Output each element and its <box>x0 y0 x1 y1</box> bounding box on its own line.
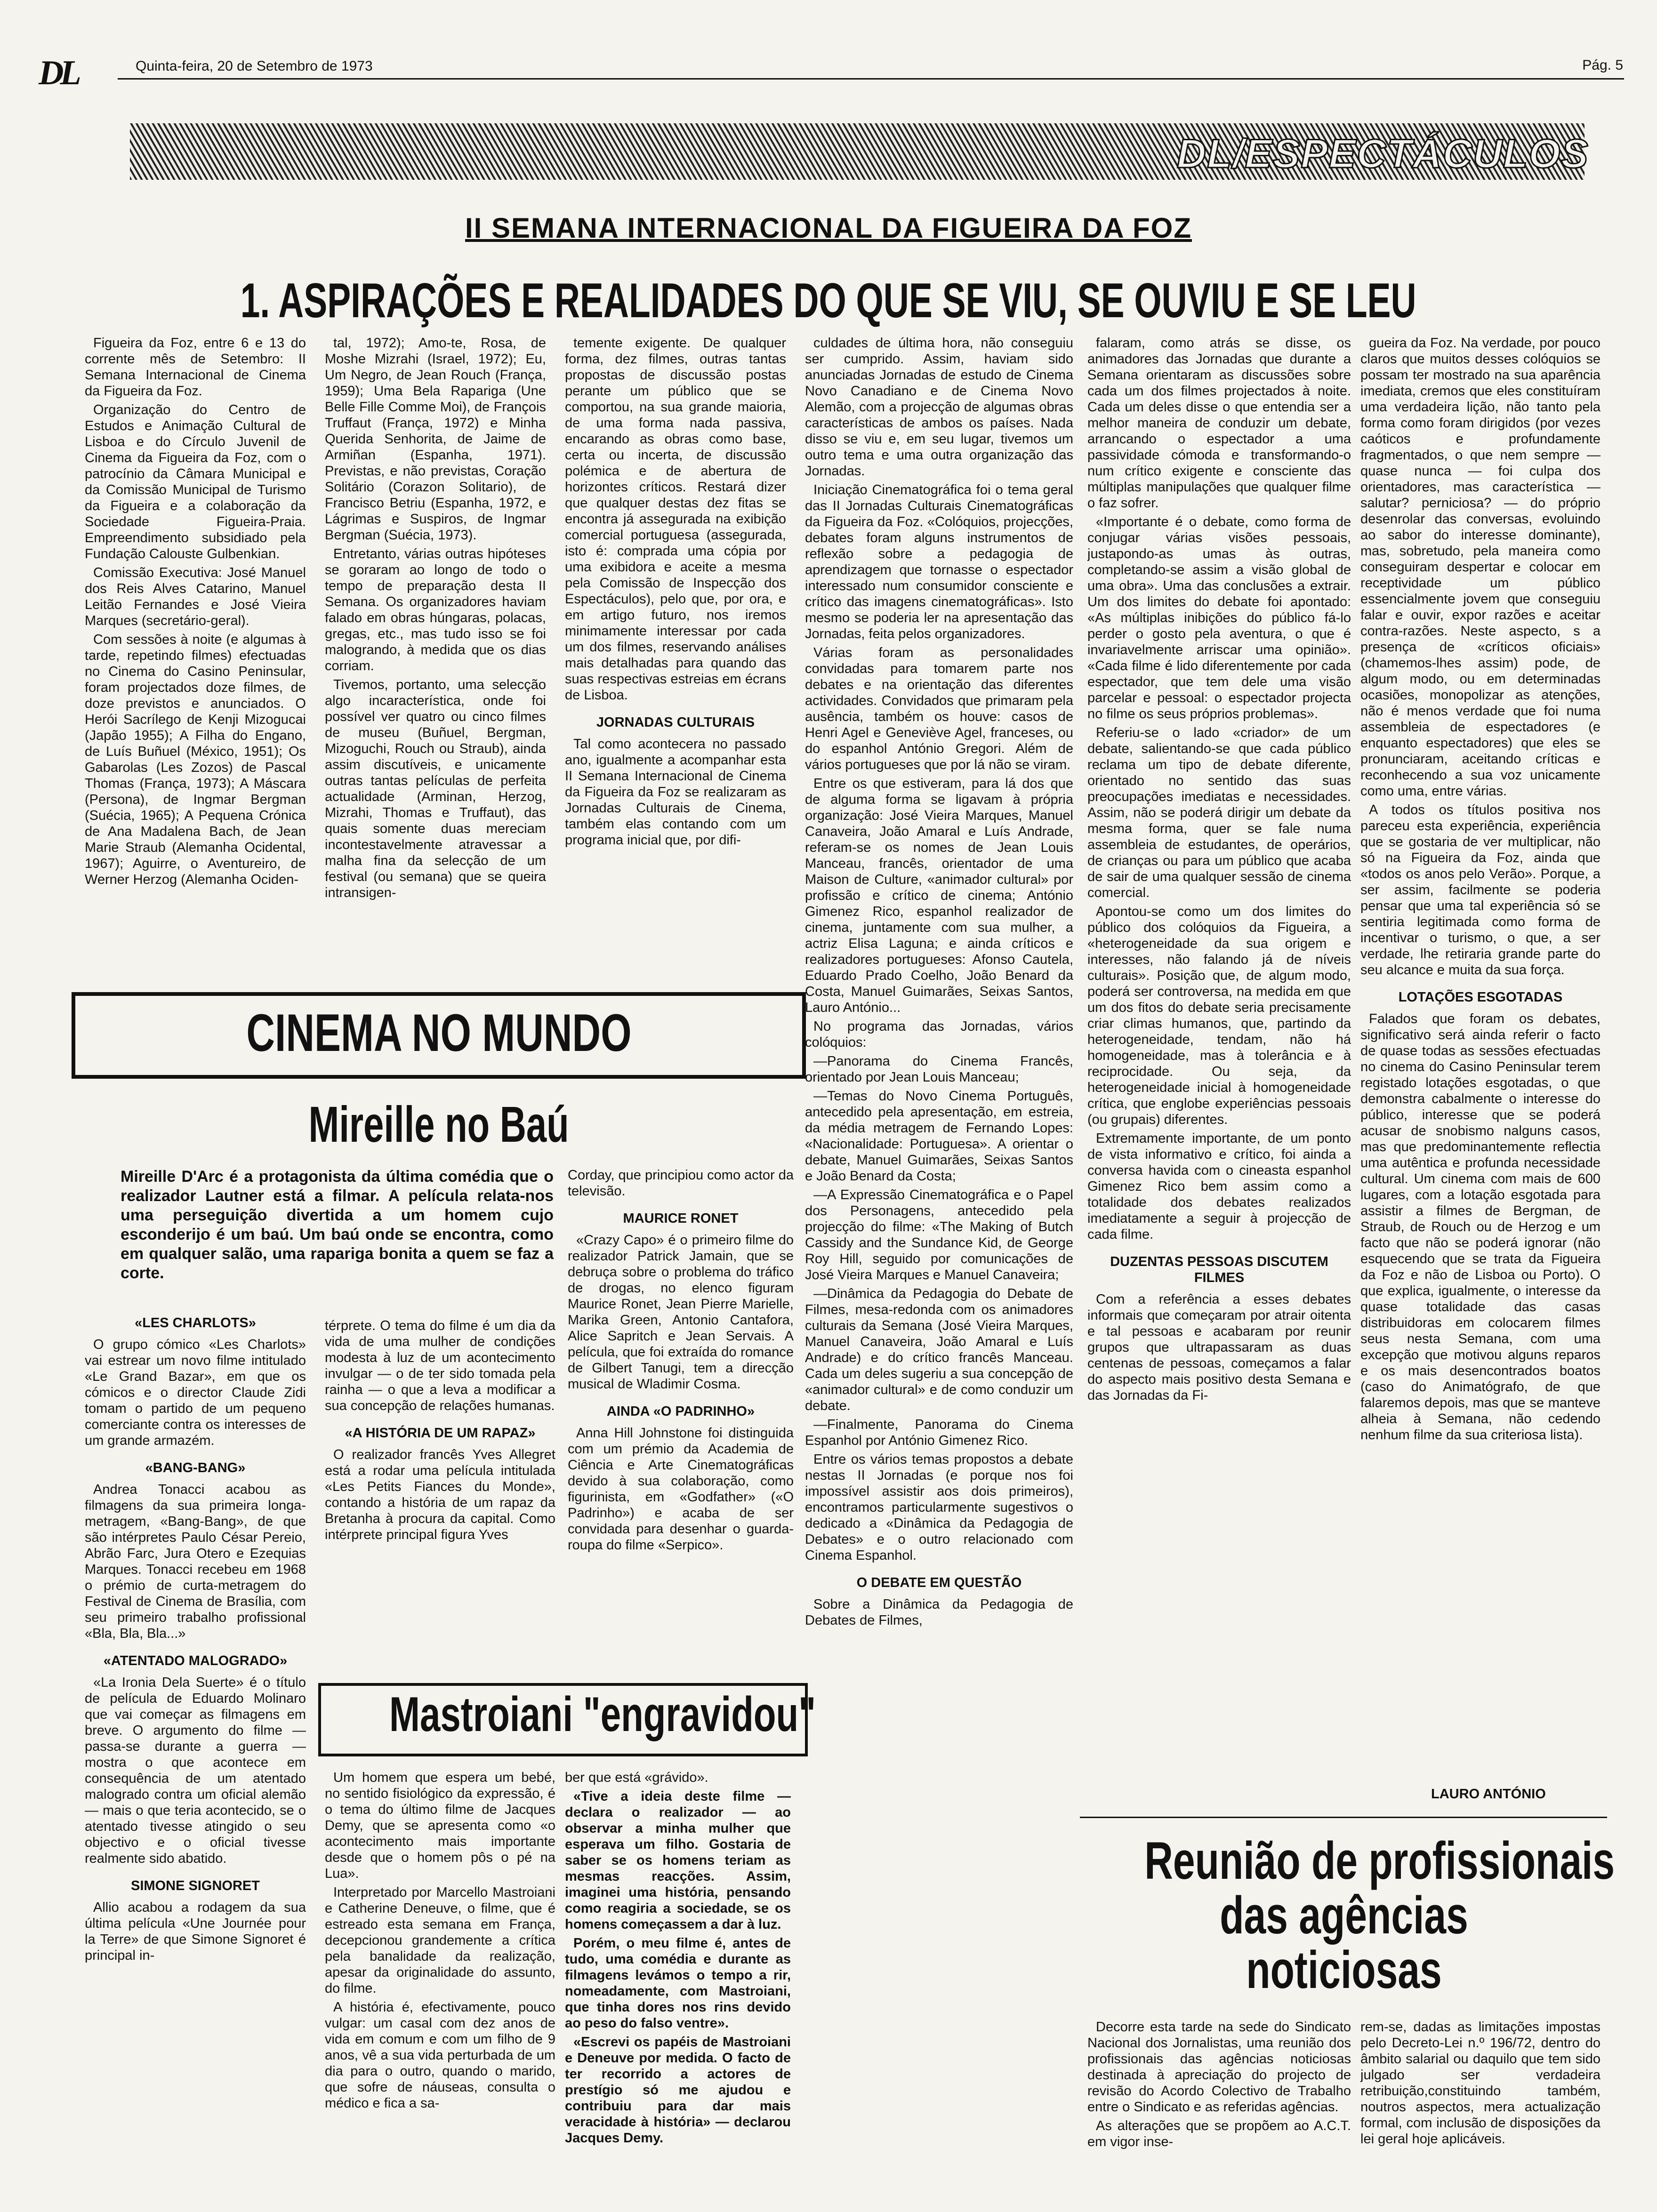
paragraph: Com sessões à noite (e algumas à tarde, repetindo filmes) efectuadas no Cinema do Casino Peninsular, foram projectados doze filmes, de doze previstos e anunciados. O Herói Sacrílego de Kenji Mizogucai (Japão 1955); A Filha do Engano, de Luís Buñuel (México, 1951); Os Gabarolas (Les Zozos) de Pascal Thomas (França, 1973); A Máscara (Persona), de Ingmar Bergman (Suécia, 1965); A Pequena Crónica de Ana Madalena Bach, de Jean Marie Straub (Alemanha Ocidental, 1967); Aguirre, o Aventureiro, de Werner Herzog (Alemanha Ociden- <box>85 632 306 887</box>
subhead-ronet: MAURICE RONET <box>623 1211 739 1226</box>
paragraph: Figueira da Foz, entre 6 e 13 do corrente mês de Setembro: II Semana Internacional de Cinema da Figueira da Foz. <box>85 336 306 399</box>
paragraph: Entre os que estiveram, para lá dos que de alguma forma se ligavam à própria organização: José Vieira Marques, Manuel Canaveira, João Amaral e Luís Andrade, referam-se os nomes de Jean Louis Manceau, francês, orientador de uma Maison de Culture, «animador cultural» por profissão e crítico de cinema; António Gimenez Rico, espanhol realizador de cinema, juntamente com sua mulher, a actriz Elisa Laguna; e ainda críticos e realizadores portugueses: Afonso Cautela, Eduardo Prado Coelho, João Benard da Costa, Manuel Guimarães, Seixas Santos, Lauro António... <box>805 776 1073 1015</box>
subhead-bang: «BANG-BANG» <box>145 1460 246 1475</box>
paragraph: culdades de última hora, não conseguiu ser cumprido. Assim, haviam sido anunciadas Jornadas de estudo de Cinema Novo Canadiano e de Cinema Novo Alemão, com a projecção de algumas obras características de ambos os países. Nada disso se viu e, em seu lugar, tivemos um outro tema e uma outra organização das Jornadas. <box>805 336 1073 479</box>
feature-headline: 1. ASPIRAÇÕES E REALIDADES DO QUE SE VIU, SE OUVIU E SE LEU <box>241 273 1416 328</box>
feature-column-5 <box>1087 335 1351 1813</box>
byline: LAURO ANTÓNIO <box>1431 1787 1546 1802</box>
paragraph: —Temas do Novo Cinema Português, antecedido pela apresentação, em estreia, da média metragem de Fernando Lopes: «Nacionalidade: Portuguesa». A orientar o debate, Manuel Guimarães, Seixas Santos e João Benard da Costa; <box>805 1089 1073 1184</box>
subhead-signoret: SIMONE SIGNORET <box>131 1878 260 1893</box>
paragraph: ber que está «grávido». <box>565 1770 708 1785</box>
cinema-column-1 <box>85 1304 306 2193</box>
agencias-headline-line3: noticiosas <box>1246 1940 1442 1999</box>
paragraph: Extremamente importante, de um ponto de vista informativo e crítico, foi ainda a conversa havida com o cineasta espanhol Gimenez Rico bem assim como a totalidade dos debates realizados imediatamente a seguir à projecção de cada filme. <box>1087 1131 1351 1242</box>
paragraph: O grupo cómico «Les Charlots» vai estrear um novo filme intitulado «Le Grand Bazar», em que os cómicos e o director Claude Zidi tomam o partido de um pequeno comerciante contra os interesses de um grande armazém. <box>85 1337 306 1448</box>
paragraph: Comissão Executiva: José Manuel dos Reis Alves Catarino, Manuel Leitão Fernandes e José Vieira Marques (secretário-geral). <box>85 565 306 628</box>
paragraph: No programa das Jornadas, vários colóquios: <box>805 1019 1073 1050</box>
paragraph: As alterações que se propõem ao A.C.T. em vigor inse- <box>1087 2118 1351 2149</box>
cinema-no-mundo-title: CINEMA NO MUNDO <box>246 1003 632 1062</box>
paragraph: térprete. O tema do filme é um dia da vida de uma mulher de condições modesta à luz de um acontecimento invulgar — o de ter sido tomada pela rainha — o que a leva a modificar a sua concepção de relações humanas. <box>325 1318 555 1413</box>
masthead-logo: DL <box>39 54 78 92</box>
mastroiani-column-1 <box>325 1770 555 2193</box>
paragraph: Tivemos, portanto, uma selecção algo incaracterística, onde foi possível ver quatro ou cinco filmes de museu (Buñuel, Bergman, Mizoguchi, Rouch ou Straub), ainda assim discutíveis, e unicamente outras tantas películas de perfeita actualidade (Arminan, Herzog, Mizrahi, Thomas e Truffaut), das quais somente duas mereciam incontestavelmente atravessar a malha fina da selecção de um festival (ou semana) que se queira intransigen- <box>325 677 546 900</box>
issue-date: Quinta-feira, 20 de Setembro de 1973 <box>136 58 373 74</box>
paragraph: Andrea Tonacci acabou as filmagens da sua primeira longa-metragem, «Bang-Bang», de que são intérpretes Paulo César Pereio, Abrão Farc, Jura Otero e Ezequias Marques. Tonacci recebeu em 1968 o prémio de curta-metragem do Festival de Cinema de Brasília, com seu primeiro trabalho profissional «Bla, Bla, Bla...» <box>85 1482 306 1641</box>
paragraph: —A Expressão Cinematográfica e o Papel dos Personagens, antecedido pela projecção do filme: «The Making of Butch Cassidy and the Sundance Kid, de George Roy Hill, seguido por comunicações de José Vieira Marques e Manuel Canaveira; <box>805 1187 1073 1282</box>
agencias-column-2 <box>1360 2019 1601 2198</box>
subhead-atentado: «ATENTADO MALOGRADO» <box>103 1653 288 1668</box>
paragraph: —Finalmente, Panorama do Cinema Espanhol por António Gimenez Rico. <box>805 1417 1073 1448</box>
agencias-headline-line1: Reunião de profissionais <box>1144 1831 1615 1890</box>
subhead-lotacoes: LOTAÇÕES ESGOTADAS <box>1398 990 1563 1005</box>
agencias-column-1 <box>1087 2019 1351 2198</box>
mastroiani-headline: Mastroiani "engravidou" <box>389 1687 816 1742</box>
paragraph: Organização do Centro de Estudos e Animação Cultural de Lisboa e do Círculo Juvenil de Cinema da Figueira da Foz, com o patrocínio da Câmara Municipal e da Comissão Municipal de Turismo da Figueira e a colaboração da Sociedade Figueira-Praia. Empreendimento subsidiado pela Fundação Calouste Gulbenkian. <box>85 402 306 561</box>
paragraph: O realizador francês Yves Allegret está a rodar uma película intitulada «Les Petits Fiances du Monde», contando a história de um rapaz da Bretanha à procura da capital. Como intérprete principal figura Yves <box>325 1447 555 1542</box>
feature-column-1 <box>85 335 306 994</box>
mastroiani-column-2 <box>565 1770 791 2193</box>
paragraph: Várias foram as personalidades convidadas para tomarem parte nos debates e na orientação das diferentes actividades. Convidados que primaram pela ausência, também os houve: casos de Henri Agel e Geneviève Agel, franceses, ou do espanhol António Gregori. Além de vários portugueses que por lá não se viram. <box>805 645 1073 772</box>
cinema-top-right <box>568 1167 794 1556</box>
paragraph: Referiu-se o lado «criador» de um debate, salientando-se que cada público reclama um tipo de debate diferente, orientado no sentido das suas preocupações imediatas e necessidades. Assim, não se poderá dirigir um debate da mesma forma, quer se fale numa assembleia de estudantes, de operários, de crianças ou para um público que acaba de sair de uma qualquer sessão de cinema comercial. <box>1087 725 1351 900</box>
paragraph: falaram, como atrás se disse, os animadores das Jornadas que durante a Semana orientaram as discussões sobre cada um dos filmes projectados à noite. Cada um deles disse o que entendia ser a melhor maneira de conduzir um debate, arrancando o espectador a uma passividade cómoda e transformando-o num crítico exigente e consciente das múltiplas manipulações que qualquer filme o faz sofrer. <box>1087 336 1351 511</box>
paragraph: «Crazy Capo» é o primeiro filme do realizador Patrick Jamain, que se debruça sobre o problema do tráfico de drogas, no elenco figuram Maurice Ronet, Jean Pierre Marielle, Marika Green, Antonio Cantafora, Alice Sapritch e Jean Servais. A película, que foi extraída do romance de Gilbert Tanugi, tem a direcção musical de Wladimir Cosma. <box>568 1233 794 1392</box>
feature-column-2 <box>325 335 546 994</box>
header-rule <box>118 78 1624 80</box>
feature-kicker: II SEMANA INTERNACIONAL DA FIGUEIRA DA FOZ <box>465 212 1192 244</box>
paragraph: Corday, que principiou como actor da televisão. <box>568 1168 794 1199</box>
paragraph: «Escrevi os papéis de Mastroiani e Deneuve por medida. O facto de ter recorrido a actores de prestígio só me ajudou e contribuiu para dar mais veracidade à história» — declarou Jacques Demy. <box>565 2035 791 2146</box>
paragraph: —Dinâmica da Pedagogia do Debate de Filmes, mesa-redonda com os animadores culturais da Semana (José Vieira Marques, Manuel Canaveira, João Amaral e Luís Andrade) e do crítico francês Manceau. Cada um deles sugeriu a sua concepção de «animador cultural» e de como conduzir um debate. <box>805 1286 1073 1413</box>
paragraph: «Importante é o debate, como forma de conjugar várias visões pessoais, justapondo-as umas às outras, completando-se assim a visão global de uma obra». Uma das conclusões a extrair. Um dos limites do debate foi apontado: «As múltiplas inibições do público fá-lo perder o gosto pela aventura, o que é invariavelmente arriscar uma opinião». «Cada filme é lido diferentemente por cada espectador, que tem dele uma visão parcelar e pessoal: o espectador projecta no filme os seus próprios problemas». <box>1087 514 1351 721</box>
paragraph: gueira da Foz. Na verdade, por pouco claros que muitos desses colóquios se possam ter mostrado na sua aparência imediata, cremos que eles constituíram uma verdadeira lição, não tanto pela forma como foram dirigidos (por vezes caóticos e profundamente fragmentados, o que nem sempre — quase nunca — foi culpa dos orientadores, mas característica — salutar? perniciosa? — do próprio desenrolar das conversas, evoluindo ao sabor do interesse dominante), mas, sobretudo, pela maneira como conseguiram despertar e colocar em receptividade um público essencialmente jovem que conseguiu falar e ouvir, expor razões e aceitar contra-razões. Neste aspecto, s a presença de «críticos oficiais» (chamemos-lhes assim) pode, de algum modo, ou em determinadas ocasiões, monopolizar as atenções, não é menos verdade que foi numa assembleia de espectadores (e enquanto espectadores) que eles se pronunciaram, aceitando críticas e reconhecendo a sua voz unicamente como uma, entre várias. <box>1360 336 1601 799</box>
paragraph: Entre os vários temas propostos a debate nestas II Jornadas (e porque nos foi impossível assistir aos dois primeiros), encontramos particularmente sugestivos o dedicado a «Dinâmica da Pedagogia de Debates» e o outro relacionado com Cinema Espanhol. <box>805 1452 1073 1563</box>
subhead-rapaz: «A HISTÓRIA DE UM RAPAZ» <box>345 1426 536 1441</box>
paragraph: Um homem que espera um bebé, no sentido fisiológico da expressão, é o tema do último filme de Jacques Demy, que se apresenta como «o acontecimento mais importante desde que o homem pôs o pé na Lua». <box>325 1770 555 1881</box>
paragraph: Porém, o meu filme é, antes de tudo, uma comédia e durante as filmagens levámos o tempo a rir, nomeadamente, com Mastroiani, que tinha dores nos rins devido ao peso do falso ventre». <box>565 1936 791 2031</box>
feature-column-6 <box>1360 335 1601 1785</box>
subhead-debate: O DEBATE EM QUESTÃO <box>856 1575 1022 1590</box>
paragraph: «La Ironia Dela Suerte» é o título de película de Eduardo Molinaro que vai começar as filmagens em breve. O argumento do filme — passa-se durante a guerra — mostra o que acontece em consequência de um atentado malogrado contra um oficial alemão — mais o que teria acontecido, se o atentado tivesse atingido o seu objectivo e o oficial tivesse realmente sido abatido. <box>85 1675 306 1866</box>
paragraph: —Panorama do Cinema Francês, orientado por Jean Louis Manceau; <box>805 1054 1073 1085</box>
paragraph: Interpretado por Marcello Mastroiani e Catherine Deneuve, o filme, que é estreado esta semana em França, decepcionou grandemente a crítica pela banalidade da realização, apesar da originalidade do assunto, do filme. <box>325 1885 555 1996</box>
paragraph: Apontou-se como um dos limites do público dos colóquios da Figueira, a «heterogeneidade da sua origem e interesses, não falando já de níveis culturais». Posição que, de algum modo, poderá ser controversa, na medida em que um dos fitos do debate seria precisamente criar climas humanos, que, partindo da heterogeneidade, tendam, não há homogeneidade, mas à tolerância e à reciprocidade. Ou seja, da heterogeneidade inicial à homogeneidade crítica, que englobe experiências pessoais (ou grupais) diferentes. <box>1087 904 1351 1127</box>
mireille-lede: Mireille D'Arc é a protagonista da última comédia que o realizador Lautner está a filmar. A película relata-nos uma perseguição divertida a um homem cujo esconderijo é um baú. Um baú onde se encontra, como em qualquer salão, uma rapariga bonita a quem se faz a corte. <box>121 1168 554 1282</box>
paragraph: Decorre esta tarde na sede do Sindicato Nacional dos Jornalistas, uma reunião dos profissionais das agências noticiosas destinada à apreciação do projecto de revisão do Acordo Colectivo de Trabalho entre o Sindicato e as referidas agências. <box>1087 2020 1351 2115</box>
mireille-headline: Mireille no Baú <box>308 1096 569 1153</box>
section-banner-label: DL/ESPECTÁCULOS <box>1177 131 1589 176</box>
paragraph: temente exigente. De qualquer forma, dez filmes, outras tantas propostas de discussão postas perante um público que se comportou, na sua grande maioria, de uma forma nada passiva, encarando as obras como base, certa ou incerta, de discussão polémica e de abertura de horizontes críticos. Restará dizer que qualquer destas dez fitas se encontra já assegurada na exibição comercial portuguesa (assegurada, isto é: comprada uma cópia por uma exibidora e aceite a mesma pela Comissão de Inspecção dos Espectáculos), pelo que, por ora, e em artigo futuro, nos iremos minimamente interessar por cada um dos filmes, reservando análises mais detalhadas para quando das suas respectivas estreias em écrans de Lisboa. <box>565 336 786 703</box>
paragraph: Iniciação Cinematográfica foi o tema geral das II Jornadas Culturais Cinematográficas da Figueira da Foz. «Colóquios, projecções, debates foram alguns instrumentos de reflexão sobre a pedagogia de aprendizagem que tornasse o espectador interessado num consumidor consciente e crítico das imagens cinematográficas». Isto mesmo se poderia ler na apresentação das Jornadas, feita pelos organizadores. <box>805 482 1073 641</box>
agencias-headline-line2: das agências <box>1220 1886 1468 1945</box>
subhead-duzentas: DUZENTAS PESSOAS DISCUTEM FILMES <box>1110 1254 1328 1285</box>
subhead-padrinho: AINDA «O PADRINHO» <box>606 1404 755 1419</box>
feature-column-3 <box>565 335 786 994</box>
paragraph: Tal como acontecera no passado ano, igualmente a acompanhar esta II Semana Internacional de Cinema da Figueira da Foz se realizaram as Jornadas Culturais de Cinema, também elas contando com um programa inicial que, por difi- <box>565 737 786 848</box>
paragraph: Falados que foram os debates, significativo será ainda referir o facto de quase todas as sessões efectuadas no cinema do Casino Peninsular terem registado lotações esgotadas, o que demonstra cabalmente o interesse do público, interesse que se poderá acusar de snobismo nalguns casos, mas que predominantemente reflectia uma autêntica e profunda necessidade cultural. Um cinema com mais de 600 lugares, com a lotação esgotada para assistir a filmes de Bergman, de Straub, de Rouch ou de Herzog e um facto que não se poderá ignorar (não esquecendo que se trata da Figueira da Foz e não de Lisboa ou Porto). O que explica, igualmente, o interesse da quase totalidade das casas distribuidoras em colocarem filmes seus nesta Semana, com uma excepção que motivou alguns reparos e os mais desencontrados boatos (caso do Animatógrafo, de que falaremos depois, mas que se manteve alheia à Semana, não cedendo nenhum filme da sua criteriosa lista). <box>1360 1011 1601 1443</box>
column-rule <box>1080 1817 1607 1818</box>
paragraph: Entretanto, várias outras hipóteses se goraram ao longo de todo o tempo de preparação desta II Semana. Os organizadores haviam falado em obras húngaras, polacas, gregas, etc., mas tudo isso se foi malogrando, à medida que os dias corriam. <box>325 546 546 673</box>
paragraph: «Tive a ideia deste filme — declara o realizador — ao observar a minha mulher que esperava um filho. Gostaria de saber se os homens teriam as mesmas reacções. Assim, imaginei uma história, pensando como reagiria a sociedade, se os homens começassem a dar à luz. <box>565 1789 791 1932</box>
paragraph: Anna Hill Johnstone foi distinguida com um prémio da Academia de Ciência e Arte Cinematográficas devido à sua colaboração, como figurinista, em «Godfather» («O Padrinho») e acaba de ser convidada para desenhar o guarda-roupa do filme «Serpico». <box>568 1426 794 1553</box>
subhead-charlots: «LES CHARLOTS» <box>135 1315 256 1330</box>
cinema-column-2 <box>325 1318 555 1675</box>
paragraph: rem-se, dadas as limitações impostas pelo Decreto-Lei n.º 196/72, dentro do âmbito salarial ou daquilo que tem sido julgado ser verdadeira retribuição,constituindo também, noutros aspectos, mera actualização formal, com inclusão de disposições da lei geral hoje aplicáveis. <box>1360 2020 1601 2147</box>
feature-column-4 <box>805 335 1073 2185</box>
paragraph: Com a referência a esses debates informais que começaram por atrair oitenta e tal pessoas e acabaram por reunir grupos que ultrapassaram as duas centenas de pessoas, começamos a falar do aspecto mais positivo desta Semana e das Jornadas da Fi- <box>1087 1292 1351 1403</box>
paragraph: tal, 1972); Amo-te, Rosa, de Moshe Mizrahi (Israel, 1972); Eu, Um Negro, de Jean Rouch (França, 1959); Uma Bela Rapariga (Une Belle Fille Comme Moi), de François Truffaut (França, 1972) e Minha Querida Senhorita, de Jaime de Armiñan (Espanha, 1971). Previstas, e não previstas, Coração Solitário (Corazon Solitario), de Francisco Betriu (Espanha, 1972, e Lágrimas e Suspiros, de Ingmar Bergman (Suécia, 1973). <box>325 336 546 543</box>
paragraph: Sobre a Dinâmica da Pedagogia de Debates de Filmes, <box>805 1597 1073 1628</box>
paragraph: A história é, efectivamente, pouco vulgar: um casal com dez anos de vida em comum e com um filho de 9 anos, vê a sua vida perturbada de um dia para o outro, quando o marido, que sofre de náuseas, consulta o médico e fica a sa- <box>325 2000 555 2111</box>
page-number: Pág. 5 <box>1582 57 1623 73</box>
paragraph: A todos os títulos positiva nos pareceu esta experiência, experiência que se gostaria de ver multiplicar, não só na Figueira da Foz, ainda que «todos os anos pelo Verão». Porque, a ser assim, facilmente se poderia pensar que uma tal experiência só se sentiria legitimada como forma de incentivar o turismo, o que, a ser verdade, lhe retiraria grande parte do seu alcance e muita da sua força. <box>1360 802 1601 978</box>
paragraph: Allio acabou a rodagem da sua última película «Une Journée pour la Terre» de que Simone Signoret é principal in- <box>85 1900 306 1963</box>
subhead-jornadas: JORNADAS CULTURAIS <box>596 715 755 730</box>
